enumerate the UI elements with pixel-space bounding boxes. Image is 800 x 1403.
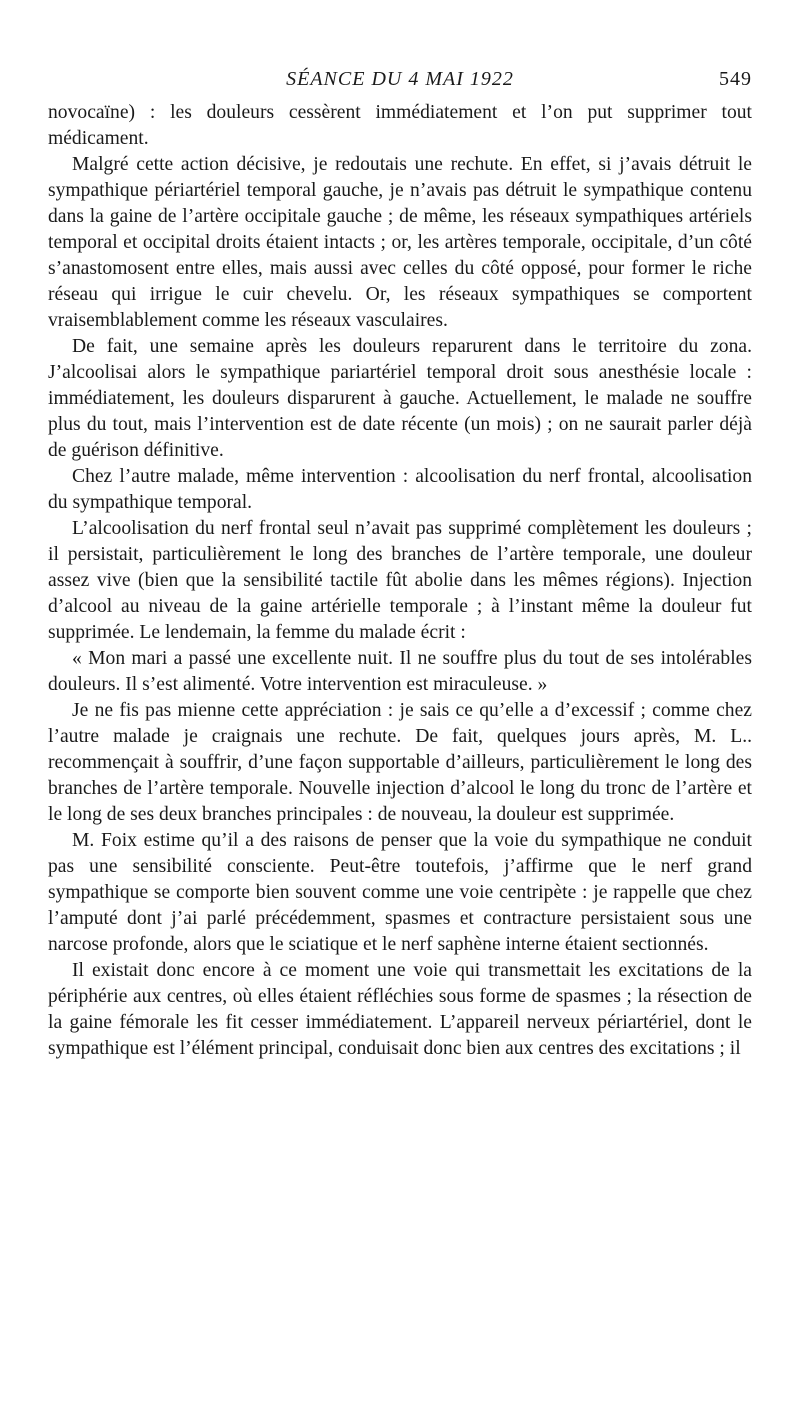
paragraph-2: Malgré cette action décisive, je redoutais une rechute. En effet, si j’avais détruit le sympathique périartériel temporal gauche, je n’avais pas détruit le sympathique contenu dans la gaine de l’artère occipitale gauche ; de même, les réseaux sympathiques artériels temporal et occipital droits étaient intacts ; or, les artères temporale, occipitale, d’un côté s’anastomosent entre elles, mais aussi avec celles du côté opposé, pour former le riche réseau qui irrigue le cuir chevelu. Or, les réseaux sympathiques se comportent vraisemblablement comme les réseaux vasculaires.: [48, 154, 752, 331]
paragraph-7: Je ne fis pas mienne cette appréciation : je sais ce qu’elle a d’excessif ; comme chez l’autre malade je craignais une rechute. De fait, quelques jours après, M. L.. recommençait à souffrir, d’une façon supportable d’ailleurs, particulièrement le long des branches de l’artère temporale. Nouvelle injection d’alcool le long du tronc de l’artère et le long de ses deux branches principales : de nouveau, la douleur est supprimée.: [48, 700, 752, 825]
running-title: SÉANCE DU 4 MAI 1922: [286, 68, 514, 90]
paragraph-1: novocaïne) : les douleurs cessèrent immédiatement et l’on put supprimer tout médicament.: [48, 102, 752, 149]
paragraph-9: Il existait donc encore à ce moment une voie qui transmettait les excitations de la périphérie aux centres, où elles étaient réfléchies sous forme de spasmes ; la résection de la gaine fémorale les fit cesser immédiatement. L’appareil nerveux périartériel, dont le sympathique est l’élément principal, conduisait donc bien aux centres des excitations ; il: [48, 960, 752, 1059]
paragraph-4: Chez l’autre malade, même intervention : alcoolisation du nerf frontal, alcoolisation du sympathique temporal.: [48, 466, 752, 513]
body-text: [48, 100, 752, 1062]
paragraph-8: M. Foix estime qu’il a des raisons de penser que la voie du sympathique ne conduit pas une sensibilité consciente. Peut-être toutefois, j’affirme que le nerf grand sympathique se comporte bien souvent comme une voie centripète : je rappelle que chez l’amputé dont j’ai parlé précédemment, spasmes et contracture persistaient sous une narcose profonde, alors que le sciatique et le nerf saphène interne étaient sectionnés.: [48, 830, 752, 955]
running-head: [48, 68, 752, 100]
page: [48, 68, 752, 1062]
page-number: 549: [719, 68, 752, 90]
paragraph-3: De fait, une semaine après les douleurs reparurent dans le territoire du zona. J’alcoolisai alors le sympathique pariartériel temporal droit sous anesthésie locale : immédiatement, les douleurs disparurent à gauche. Actuellement, le malade ne souffre plus du tout, mais l’intervention est de date récente (un mois) ; on ne saurait parler déjà de guérison définitive.: [48, 336, 752, 461]
paragraph-6-quote: « Mon mari a passé une excellente nuit. Il ne souffre plus du tout de ses intolérables douleurs. Il s’est alimenté. Votre intervention est miraculeuse. »: [48, 648, 752, 695]
paragraph-5: L’alcoolisation du nerf frontal seul n’avait pas supprimé complètement les douleurs ; il persistait, particulièrement le long des branches de l’artère temporale, une douleur assez vive (bien que la sensibilité tactile fût abolie dans les mêmes régions). Injection d’alcool au niveau de la gaine artérielle temporale ; à l’instant même la douleur fut supprimée. Le lendemain, la femme du malade écrit :: [48, 518, 752, 643]
